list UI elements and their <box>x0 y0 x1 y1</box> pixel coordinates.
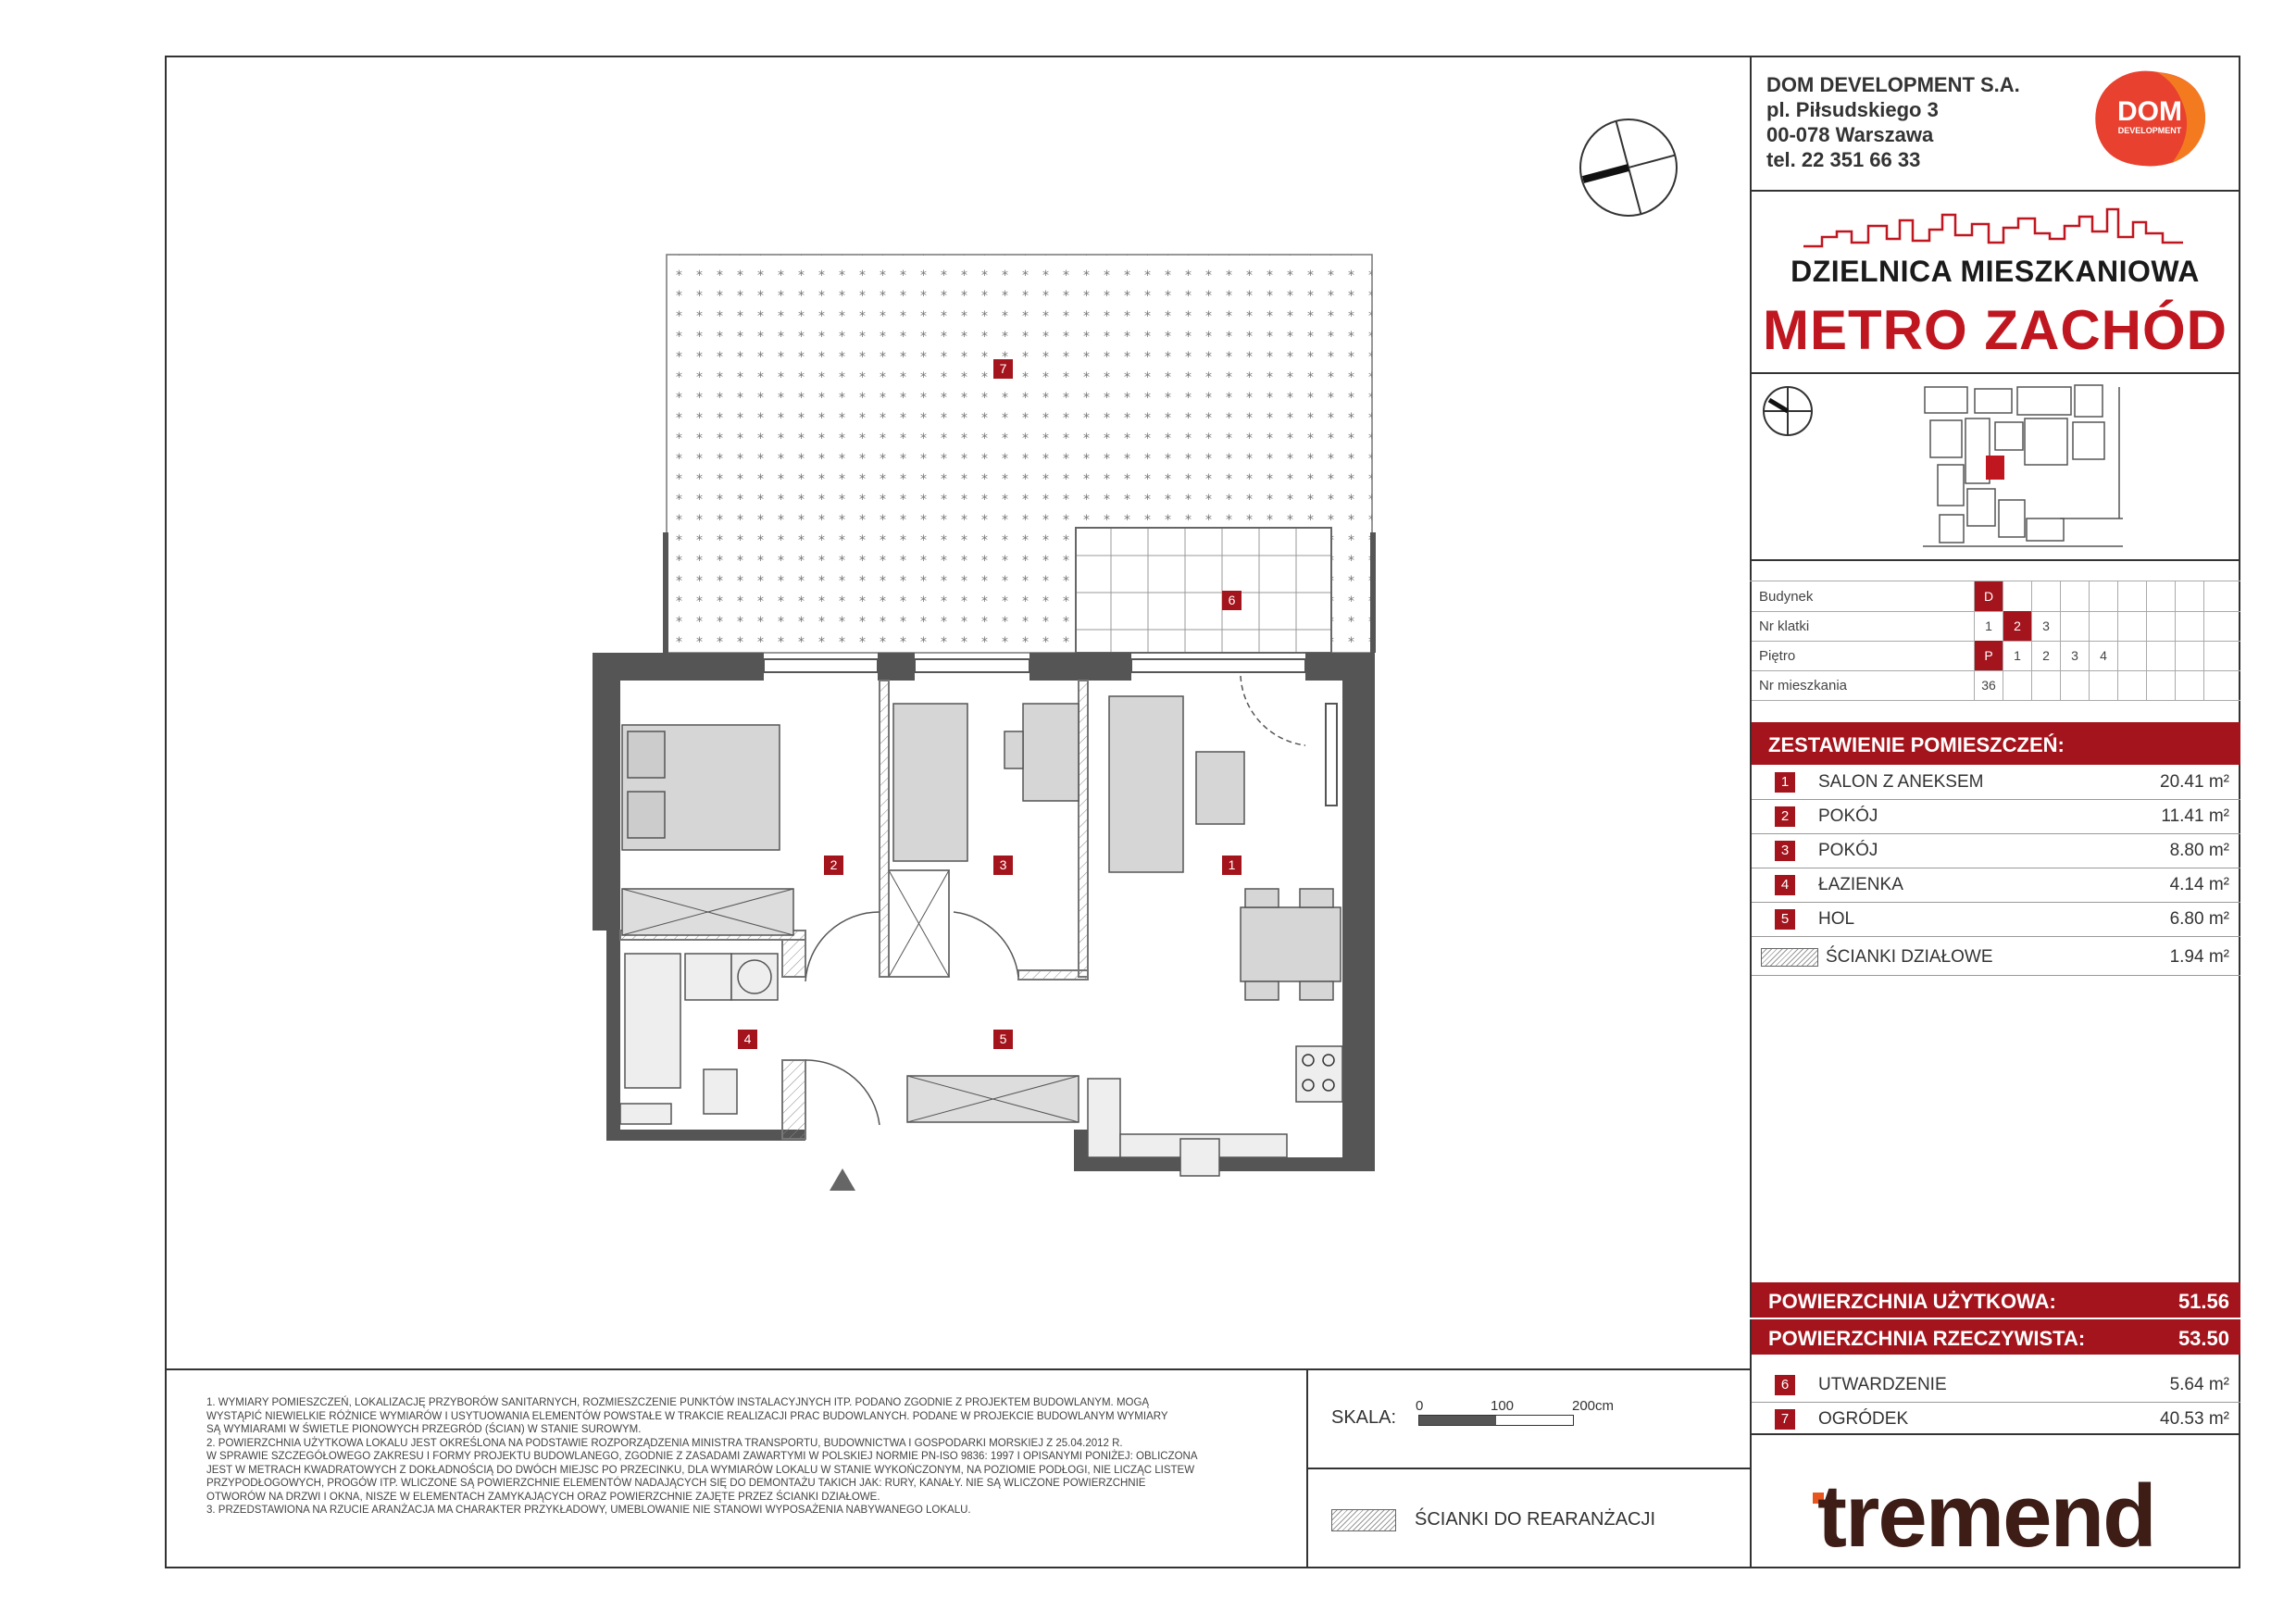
room-area: 5.64 m² <box>2169 1375 2229 1394</box>
info-label: Piętro <box>1759 648 1796 664</box>
room-name: POKÓJ <box>1818 806 1878 826</box>
info-cell <box>2203 581 2232 611</box>
info-cell <box>2089 611 2117 641</box>
tremend-logo: tremend <box>1817 1467 2155 1566</box>
notes-divider <box>165 1368 1750 1370</box>
note-line: W SPRAWIE SZCZEGÓŁOWEGO ZAKRESU I FORMY PROJEKTU BUDOWLANEGO, ZGODNIE Z ZASADAMI ZAWARTYMI W POLSKIEJ NORMIE PN-ISO 9836: 1997 I OPISANYMI PONIŻEJ: OBLICZONA <box>206 1451 1198 1462</box>
scale-bar <box>1418 1415 1574 1426</box>
room-area: 8.80 m² <box>2169 841 2229 860</box>
room-number: 4 <box>1775 875 1795 895</box>
info-cell-selected: 2 <box>2003 611 2031 641</box>
legal-notes <box>206 1396 1308 1518</box>
info-cell-selected: D <box>1974 581 2003 611</box>
info-cell <box>2146 641 2175 670</box>
room-row <box>1752 800 2240 834</box>
info-cell <box>2203 641 2232 670</box>
room-name: UTWARDZENIE <box>1818 1375 1947 1394</box>
info-cell <box>2060 670 2089 700</box>
info-label: Nr mieszkania <box>1759 678 1848 693</box>
note-line: OTWORÓW NA DRZWI I OKNA, NISZE W ELEMENTACH ZAMYKAJĄCYCH ORAZ POWIERZCHNIE ZAJĘTE PRZEZ ŚCIANKI DZIAŁOWE. <box>206 1491 880 1503</box>
info-cell <box>2117 611 2146 641</box>
info-cell <box>2146 670 2175 700</box>
info-cell <box>2060 611 2089 641</box>
divider-project <box>1750 372 2240 374</box>
keyplan-compass-icon <box>1762 385 1814 437</box>
scale-tick-0: 0 <box>1416 1398 1424 1414</box>
plan-tag-4: 4 <box>738 1030 757 1049</box>
room-row <box>1752 868 2240 903</box>
room-name: SALON Z ANEKSEM <box>1818 772 1984 792</box>
room-row <box>1752 766 2240 800</box>
total-usable-label: POWIERZCHNIA UŻYTKOWA: <box>1768 1290 2056 1313</box>
note-line: JEST W METRACH KWADRATOWYCH Z DOKŁADNOŚCIĄ DO DWÓCH MIEJSC PO PRZECINKU, DLA WYMIARÓW LOKALU W STANIE WYKOŃCZONYM, NA POZIOMIE PODŁOGI, NIE LICZĄC LISTEW <box>206 1464 1195 1476</box>
partition-area: 1.94 m² <box>2169 947 2229 967</box>
info-cell <box>2175 611 2203 641</box>
room-name: HOL <box>1818 909 1855 929</box>
logo-text-dom: DOM <box>2117 96 2182 127</box>
note-line: PRZYPODŁOGOWYCH, PROGÓW ITP. WLICZONE SĄ POWIERZCHNIE ELEMENTÓW NADAJĄCYCH SIĘ DO DEMONTAŻU TAKICH JAK: RURY, KANAŁY. NIE SĄ WLICZONE POWIERZCHNIE <box>206 1478 1146 1489</box>
company-phone: tel. 22 351 66 33 <box>1766 148 1921 171</box>
company-city: 00-078 Warszawa <box>1766 123 1934 146</box>
plan-tag-3: 3 <box>993 856 1013 875</box>
plan-tag-7: 7 <box>993 359 1013 379</box>
info-cell: 4 <box>2089 641 2117 670</box>
info-cell: 3 <box>2060 641 2089 670</box>
total-real-label: POWIERZCHNIA RZECZYWISTA: <box>1768 1327 2086 1350</box>
partition-row <box>1752 938 2240 976</box>
info-cell <box>2175 670 2203 700</box>
scale-tick-100: 100 <box>1491 1398 1515 1414</box>
plan-tag-1: 1 <box>1222 856 1242 875</box>
scale-bar-filled <box>1419 1416 1496 1425</box>
room-number: 5 <box>1775 909 1795 930</box>
scale-divider <box>1306 1468 1750 1469</box>
room-name: OGRÓDEK <box>1818 1409 1909 1429</box>
info-label: Budynek <box>1759 589 1814 605</box>
info-cell <box>2031 581 2060 611</box>
note-line: WYSTĄPIĆ NIEWIELKIE RÓŻNICE WYMIARÓW I USYTUOWANIA ELEMENTÓW POWSTAŁE W TRAKCIE REALIZACJI PRAC BUDOWLANYCH. PODANE W PROJEKCIE BUDOWLANYM WYMIARY <box>206 1410 1168 1422</box>
project-title-line2: METRO ZACHÓD <box>1763 299 2227 361</box>
divider-header <box>1750 190 2240 192</box>
info-cell <box>2146 611 2175 641</box>
room-name: ŁAZIENKA <box>1818 875 1903 894</box>
note-line: 1. WYMIARY POMIESZCZEŃ, LOKALIZACJĘ PRZYBORÓW SANITARNYCH, ROZMIESZCZENIE PUNKTÓW INSTALACYJNYCH ITP. PODANO ZGODNIE Z PROJEKTEM BUDOWLANYM. MOGĄ <box>206 1397 1150 1408</box>
info-cell <box>2089 581 2117 611</box>
logo-text-development: DEVELOPMENT <box>2117 126 2182 135</box>
info-cell <box>2003 670 2031 700</box>
info-cell: 3 <box>2031 611 2060 641</box>
info-cell: 2 <box>2031 641 2060 670</box>
room-name: POKÓJ <box>1818 841 1878 860</box>
rooms-header-text: ZESTAWIENIE POMIESZCZEŃ: <box>1768 733 2065 756</box>
info-cell: 1 <box>2003 641 2031 670</box>
total-real <box>1752 1319 2240 1355</box>
extra-row <box>1752 1368 2240 1403</box>
partition-name: ŚCIANKI DZIAŁOWE <box>1826 947 1993 967</box>
room-area: 20.41 m² <box>2160 772 2229 792</box>
info-cell <box>2175 641 2203 670</box>
room-number: 2 <box>1775 806 1795 827</box>
total-usable <box>1752 1282 2240 1318</box>
info-row-building <box>1752 581 2240 612</box>
note-line: 3. PRZEDSTAWIONA NA RZUCIE ARANŻACJA MA CHARAKTER PRZYKŁADOWY, UMEBLOWANIE NIE STANOWI WYPOSAŻENIA NABYWANEGO LOKALU. <box>206 1505 971 1516</box>
plan-tag-5: 5 <box>993 1030 1013 1049</box>
room-number: 7 <box>1775 1409 1795 1430</box>
partition-hatch-swatch <box>1761 948 1818 967</box>
plan-tag-6: 6 <box>1222 591 1242 610</box>
room-row <box>1752 903 2240 937</box>
total-usable-value: 51.56 <box>2177 1290 2229 1313</box>
info-cell-apartment-number: 36 <box>1974 670 2003 700</box>
keyplan-map <box>1921 380 2125 556</box>
info-cell <box>2003 581 2031 611</box>
info-cell <box>2203 611 2232 641</box>
info-cell: 1 <box>1974 611 2003 641</box>
info-cell <box>2117 670 2146 700</box>
dom-development-logo <box>2092 67 2209 170</box>
company-name: DOM DEVELOPMENT S.A. <box>1766 73 2020 96</box>
note-line: SĄ WYMIARAMI W ŚWIETLE PIONOWYCH PRZEGRÓD (ŚCIAN) W STANIE SUROWYM. <box>206 1424 642 1435</box>
compass-icon <box>1578 117 1679 219</box>
scale-label: SKALA: <box>1331 1407 1397 1428</box>
divider-keyplan <box>1750 559 2240 561</box>
info-cell <box>2089 670 2117 700</box>
info-row-floor <box>1752 641 2240 671</box>
company-street: pl. Piłsudskiego 3 <box>1766 98 1939 121</box>
room-number: 6 <box>1775 1375 1795 1395</box>
info-row-staircase <box>1752 611 2240 642</box>
room-row <box>1752 834 2240 868</box>
total-real-value: 53.50 <box>2177 1327 2229 1350</box>
info-cell <box>2146 581 2175 611</box>
company-info <box>1766 72 2020 172</box>
room-number: 3 <box>1775 841 1795 861</box>
info-cell <box>2117 581 2146 611</box>
rearrangement-hatch-swatch <box>1331 1509 1396 1531</box>
skyline-graphic <box>1803 206 2183 250</box>
rooms-header <box>1752 722 2240 765</box>
project-title-line1: DZIELNICA MIESZKANIOWA <box>1791 255 2200 288</box>
info-cell <box>2117 641 2146 670</box>
extra-row <box>1752 1403 2240 1436</box>
rearrangement-label: ŚCIANKI DO REARANŻACJI <box>1415 1509 1656 1530</box>
info-cell-selected: P <box>1974 641 2003 670</box>
room-area: 40.53 m² <box>2160 1409 2229 1429</box>
scale-tick-200: 200cm <box>1572 1398 1615 1414</box>
room-area: 6.80 m² <box>2169 909 2229 929</box>
room-area: 4.14 m² <box>2169 875 2229 894</box>
info-cell <box>2060 581 2089 611</box>
room-number: 1 <box>1775 772 1795 793</box>
info-row-apartment <box>1752 670 2240 701</box>
info-cell <box>2175 581 2203 611</box>
plan-tag-2: 2 <box>824 856 843 875</box>
info-cell <box>2031 670 2060 700</box>
room-area: 11.41 m² <box>2161 806 2229 826</box>
note-line: 2. POWIERZCHNIA UŻYTKOWA LOKALU JEST OKREŚLONA NA PODSTAWIE ROZPORZĄDZENIA MINISTRA TRANSPORTU, BUDOWNICTWA I GOSPODARKI MORSKIEJ Z 25.04.2012 R. <box>206 1437 1123 1449</box>
info-cell <box>2203 670 2232 700</box>
info-label: Nr klatki <box>1759 618 1810 634</box>
floor-plan <box>555 241 1407 1213</box>
